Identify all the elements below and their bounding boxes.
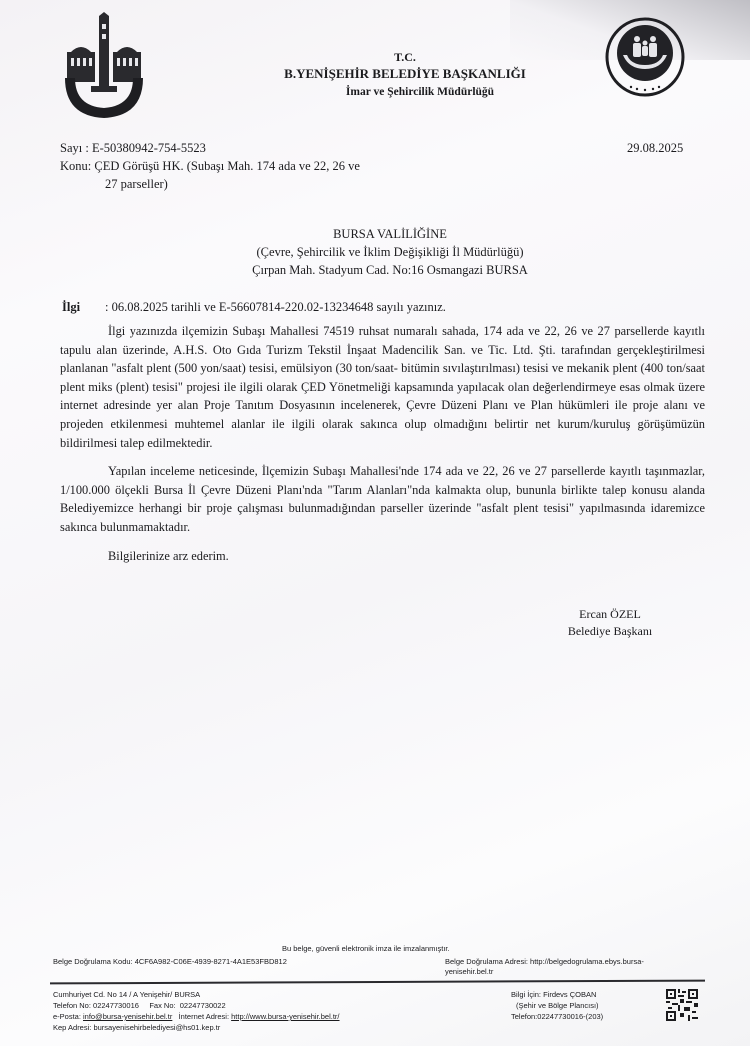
contact-links: [53, 1012, 340, 1022]
signatory-name: Ercan ÖZEL: [579, 607, 641, 621]
addressee-address: Çırpan Mah. Stadyum Cad. No:16 Osmangazi BURSA: [252, 263, 528, 277]
header-organization: B.YENİŞEHİR BELEDİYE BAŞKANLIĞI: [284, 66, 526, 81]
email-link[interactable]: info@bursa-yenisehir.bel.tr: [83, 1012, 173, 1021]
signatory-title: Belediye Başkanı: [567, 624, 653, 638]
subject-line: [60, 159, 360, 174]
info-role: (Şehir ve Bölge Plancısı): [516, 1001, 599, 1010]
document-date: 29.08.2025: [627, 141, 684, 155]
closing-line: Bilgilerinize arz ederim.: [108, 548, 229, 563]
e-signature-note: Bu belge, güvenli elektronik imza ile imzalanmıştır.: [282, 944, 450, 953]
info-phone: Telefon:02247730016-(203): [511, 1012, 604, 1021]
verification-code: Belge Doğrulama Kodu: 4CF6A982-C06E-4939-8271-4A1E53FBD812: [53, 957, 287, 966]
subject-text-continued: 27 parseller): [105, 177, 168, 191]
body-paragraph-2: Yapılan inceleme neticesinde, İlçemizin Subaşı Mahallesi'nde 174 ada ve 22, 26 ve 27 parsellerde kayıtlı taşınmazlar, 1/100.000 ölçekli Bursa İl Çevre Düzeni Planı'nda "Tarım Alanları"nda kalmakta olup, bununla birlikte talep konusu alanda Belediyemizce herhangi bir proje çalışması bulunmadığından parseller üzerinde "asfalt plent tesisi" yapılmasında idaremizce sakınca bulunmamaktadır.: [60, 464, 705, 534]
addressee-department: (Çevre, Şehircilik ve İklim Değişikliği İl Müdürlüğü): [256, 245, 524, 259]
kep-address: Kep Adresi: bursayenisehirbelediyesi@hs01.kep.tr: [53, 1023, 221, 1032]
addressee-name: BURSA VALİLİĞİNE: [333, 227, 447, 241]
body-paragraph-1: İlgi yazınızda ilçemizin Subaşı Mahallesi 74519 ruhsat numaralı sahada, 174 ada ve 22, 26 ve 27 parsellerde kayıtlı tapulu alan üzerinde, A.H.S. Oto Gıda Turizm Tekstil İnşaat Madencilik San. ve Tic. Ltd. Şti. tarafından gerçekleştirilmesi planlanan "asfalt plent (500 yon/saat) tesisi, emülsiyon (30 ton/saat- bitümin sıvılaştırılması) tesisi ve mekanik plent (400 ton/saat plent miks (plent) tesisi" projesi ile ilgili olarak ÇED Yönetmeliği kapsamında yapılacak olan değerlendirmeye esas olmak üzere internet adresinde yer alan Proje Tanıtım Dosyasının incelenerek, Çevre Düzeni Planı ve Plan hükümleri ile proje alanı ve projeden etkilenmesi muhtemel alanlar ile ilgili olarak sakınca olup olmadığını belirtir net kurum/kuruluş görüşümüzün bildirilmesi talep edilmektedir.: [60, 324, 705, 450]
header-department: İmar ve Şehircilik Müdürlüğü: [345, 86, 495, 98]
subject-text: ÇED Görüşü HK. (Subaşı Mah. 174 ada ve 22, 26 ve: [94, 159, 360, 173]
reference-label: İlgi: [62, 300, 81, 314]
verification-address-continued[interactable]: yenisehir.bel.tr: [445, 967, 494, 976]
header-tc: T.C.: [394, 50, 416, 64]
reference-text: : 06.08.2025 tarihli ve E-56607814-220.02-13234648 sayılı yazınız.: [105, 300, 446, 314]
phone-fax: Telefon No: 02247730016 Fax No: 02247730022: [53, 1001, 226, 1010]
qr-code[interactable]: [666, 989, 698, 1021]
internet-label: İnternet Adresi:: [172, 1012, 232, 1021]
info-contact: Bilgi İçin: Firdevs ÇOBAN: [511, 990, 597, 999]
verification-address[interactable]: Belge Doğrulama Adresi: http://belgedogrulama.ebys.bursa-: [445, 957, 644, 966]
website-link[interactable]: http://www.bursa-yenisehir.bel.tr/: [231, 1012, 340, 1021]
subject-label: Konu:: [60, 159, 92, 173]
footer-divider: [50, 980, 705, 984]
letter-body: [60, 322, 705, 565]
email-label: e-Posta:: [53, 1012, 84, 1021]
office-address: Cumhuriyet Cd. No 14 / A Yenişehir/ BURSA: [53, 990, 201, 999]
document-number: Sayı : E-50380942-754-5523: [60, 141, 206, 155]
